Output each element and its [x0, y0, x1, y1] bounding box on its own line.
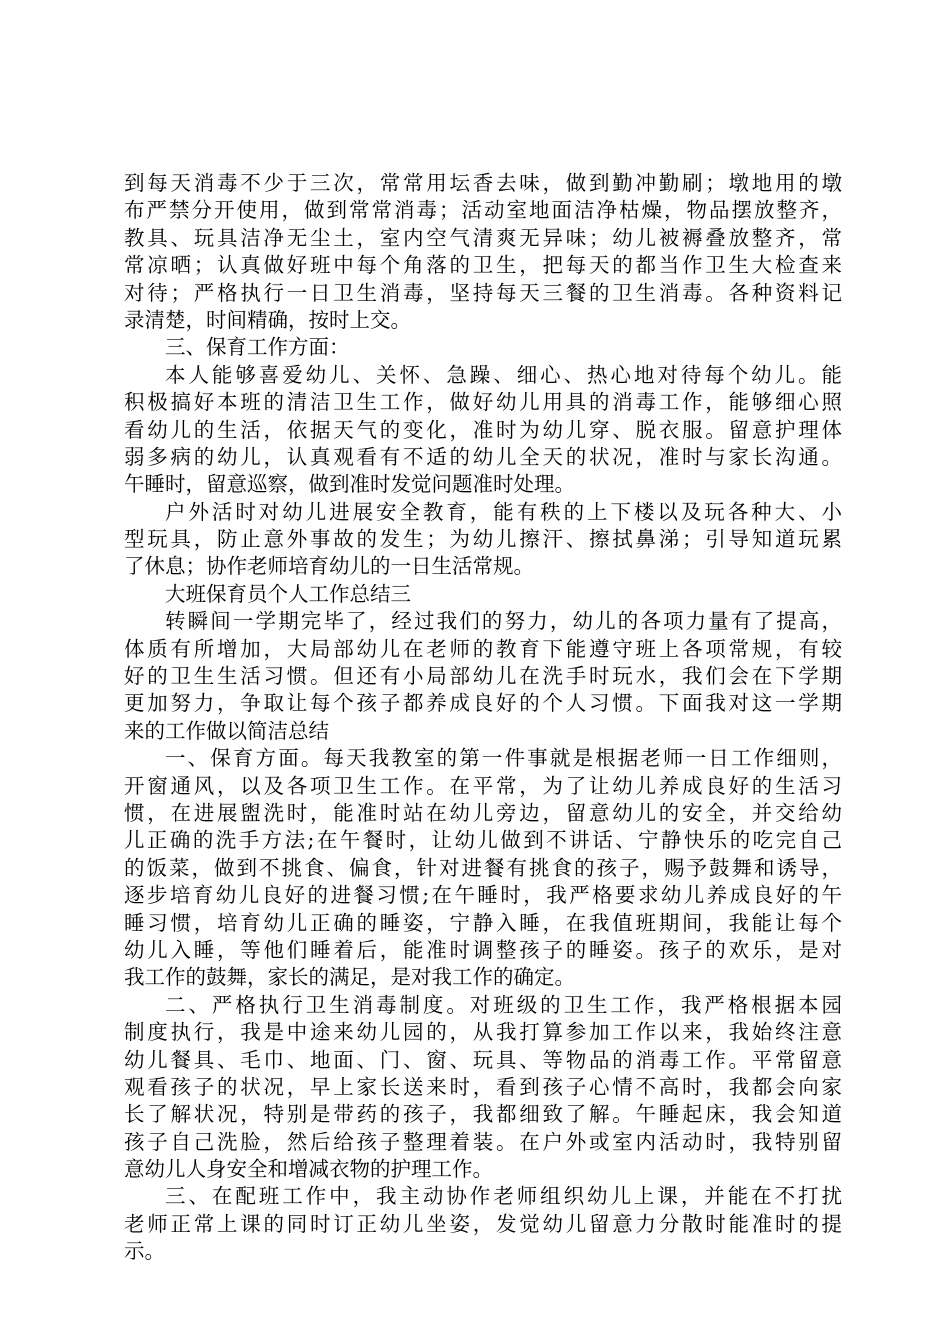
text-line: 长了解状况，特别是带药的孩子，我都细致了解。午睡起床，我会知道 — [124, 1102, 842, 1127]
text-line: 到每天消毒不少于三次，常常用坛香去味，做到勤冲勤刷；墩地用的墩 — [124, 171, 842, 195]
text-line: 转瞬间一学期完毕了，经过我们的努力，幼儿的各项力量有了提高， — [165, 609, 842, 634]
text-line: 制度执行，我是中途来幼儿园的，从我打算参加工作以来，我始终注意 — [124, 1020, 842, 1045]
text-line: 了休息；协作老师培育幼儿的一日生活常规。 — [124, 554, 534, 579]
text-line: 积极搞好本班的清洁卫生工作，做好幼儿用具的消毒工作，能够细心照 — [124, 390, 842, 415]
text-line: 午睡时，留意巡察，做到准时发觉问题准时处理。 — [124, 472, 575, 497]
text-line: 睡习惯，培育幼儿正确的睡姿，宁静入睡，在我值班期间，我能让每个 — [124, 910, 842, 935]
text-line: 观看孩子的状况，早上家长送来时，看到孩子心情不高时，我都会向家 — [124, 1074, 842, 1099]
text-line: 老师正常上课的同时订正幼儿坐姿，发觉幼儿留意力分散时能准时的提 — [124, 1211, 842, 1236]
text-line: 意幼儿人身安全和增减衣物的护理工作。 — [124, 1157, 493, 1182]
text-line: 来的工作做以简洁总结 — [124, 718, 329, 743]
text-line: 逐步培育幼儿良好的进餐习惯;在午睡时，我严格要求幼儿养成良好的午 — [124, 883, 842, 908]
document-body — [124, 170, 842, 1266]
text-line: 幼儿餐具、毛巾、地面、门、窗、玩具、等物品的消毒工作。平常留意 — [124, 1047, 842, 1072]
text-line: 户外活时对幼儿进展安全教育，能有秩的上下楼以及玩各种大、小 — [165, 499, 842, 524]
text-line: 孩子自己洗脸，然后给孩子整理着装。在户外或室内活动时，我特别留 — [124, 1129, 842, 1154]
text-line: 教具、玩具洁净无尘土，室内空气清爽无异味；幼儿被褥叠放整齐，常 — [124, 225, 842, 250]
text-line: 布严禁分开使用，做到常常消毒；活动室地面洁净枯燥，物品摆放整齐， — [124, 198, 842, 223]
text-line: 弱多病的幼儿，认真观看有不适的幼儿全天的状况，准时与家长沟通。 — [124, 444, 842, 469]
text-line: 好的卫生生活习惯。但还有小局部幼儿在洗手时玩水，我们会在下学期 — [124, 664, 842, 689]
text-line: 对待；严格执行一日卫生消毒，坚持每天三餐的卫生消毒。各种资料记 — [124, 280, 842, 305]
text-line: 录清楚，时间精确，按时上交。 — [124, 307, 411, 332]
text-line: 幼儿入睡，等他们睡着后，能准时调整孩子的睡姿。孩子的欢乐，是对 — [124, 937, 842, 962]
text-line: 型玩具，防止意外事故的发生；为幼儿擦汗、擦拭鼻涕；引导知道玩累 — [124, 527, 842, 552]
text-line: 本人能够喜爱幼儿、关怀、急躁、细心、热心地对待每个幼儿。能 — [165, 362, 842, 387]
text-line: 三、在配班工作中，我主动协作老师组织幼儿上课，并能在不打扰 — [165, 1184, 842, 1209]
text-line: 三、保育工作方面： — [165, 335, 350, 360]
text-line: 惯，在进展盥洗时，能准时站在幼儿旁边，留意幼儿的安全，并交给幼 — [124, 800, 842, 825]
text-line: 我工作的鼓舞，家长的满足，是对我工作的确定。 — [124, 965, 575, 990]
text-line: 儿正确的洗手方法;在午餐时，让幼儿做到不讲话、宁静快乐的吃完自己 — [124, 828, 842, 853]
text-line: 看幼儿的生活，依据天气的变化，准时为幼儿穿、脱衣服。留意护理体 — [124, 417, 842, 442]
text-line: 一、保育方面。每天我教室的第一件事就是根据老师一日工作细则， — [165, 746, 842, 771]
text-line: 的饭菜，做到不挑食、偏食，针对进餐有挑食的孩子，赐予鼓舞和诱导， — [124, 855, 842, 880]
text-line: 示。 — [124, 1239, 165, 1264]
text-line: 开窗通风，以及各项卫生工作。在平常，为了让幼儿养成良好的生活习 — [124, 773, 842, 798]
text-line: 常凉晒；认真做好班中每个角落的卫生，把每天的都当作卫生大检查来 — [124, 253, 842, 278]
text-line: 更加努力，争取让每个孩子都养成良好的个人习惯。下面我对这一学期 — [124, 691, 842, 716]
text-line: 二、严格执行卫生消毒制度。对班级的卫生工作，我严格根据本园 — [165, 992, 842, 1017]
text-line: 大班保育员个人工作总结三 — [165, 581, 411, 606]
text-line: 体质有所增加，大局部幼儿在老师的教育下能遵守班上各项常规，有较 — [124, 636, 842, 661]
